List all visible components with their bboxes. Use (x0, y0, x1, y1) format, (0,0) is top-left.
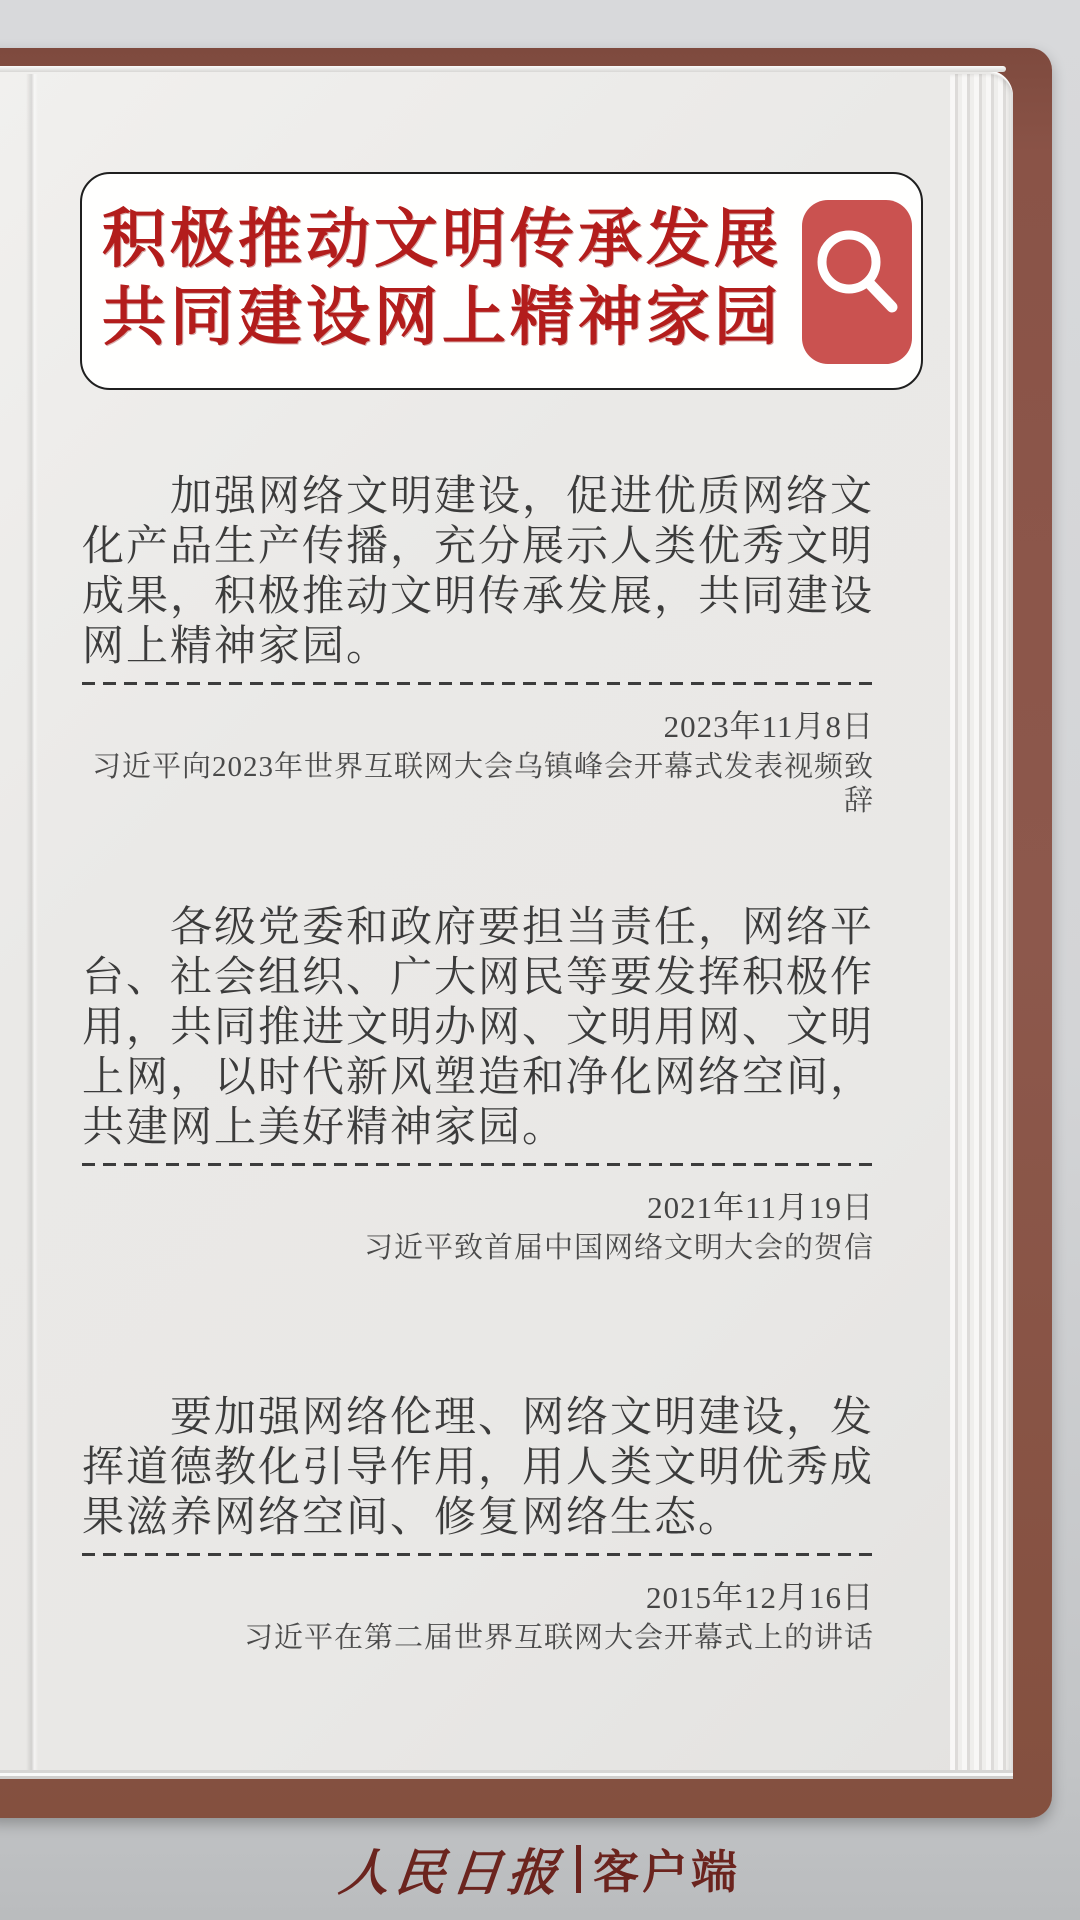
brand-name-script: 人民日报 (336, 1845, 567, 1901)
page-top-edge (0, 66, 1006, 72)
quote-date: 2015年12月16日 (646, 1580, 874, 1615)
quote-source: 习近平向2023年世界互联网大会乌镇峰会开幕式发表视频致辞 (91, 751, 874, 817)
search-icon (802, 200, 912, 364)
page-stack-edge (950, 74, 1013, 1775)
dashed-divider (82, 1553, 874, 1556)
quote-block-3 (82, 1393, 874, 1655)
brand-divider (576, 1845, 581, 1893)
dashed-divider (82, 1163, 874, 1166)
quote-block-2 (82, 903, 874, 1265)
quote-source: 习近平致首届中国网络文明大会的贺信 (363, 1232, 874, 1264)
page-bottom-edge (0, 1770, 1013, 1779)
poster-title-line1: 积极推动文明传承发展 (102, 203, 782, 275)
quote-source: 习近平在第二届世界互联网大会开幕式上的讲话 (243, 1622, 874, 1654)
page-crease (26, 74, 38, 1774)
quote-date: 2021年11月19日 (647, 1190, 874, 1225)
quote-block-1 (82, 472, 874, 818)
brand-suffix: 客户端 (593, 1846, 740, 1898)
poster-title-line2: 共同建设网上精神家园 (102, 281, 782, 353)
quote-text: 加强网络文明建设，促进优质网络文化产品生产传播，充分展示人类优秀文明成果，积极推动文明传承发展，共同建设网上精神家园。 (82, 474, 875, 670)
quote-text: 各级党委和政府要担当责任，网络平台、社会组织、广大网民等要发挥积极作用，共同推进文明办网、文明用网、文明上网，以时代新风塑造和净化网络空间，共建网上美好精神家园。 (82, 905, 875, 1151)
poster-title (102, 200, 782, 356)
quote-date: 2023年11月8日 (663, 709, 874, 744)
dashed-divider (82, 682, 874, 685)
title-card (80, 172, 923, 390)
quote-text: 要加强网络伦理、网络文明建设，发挥道德教化引导作用，用人类文明优秀成果滋养网络空间、修复网络生态。 (82, 1395, 875, 1541)
brand-logo (0, 1834, 1080, 1904)
